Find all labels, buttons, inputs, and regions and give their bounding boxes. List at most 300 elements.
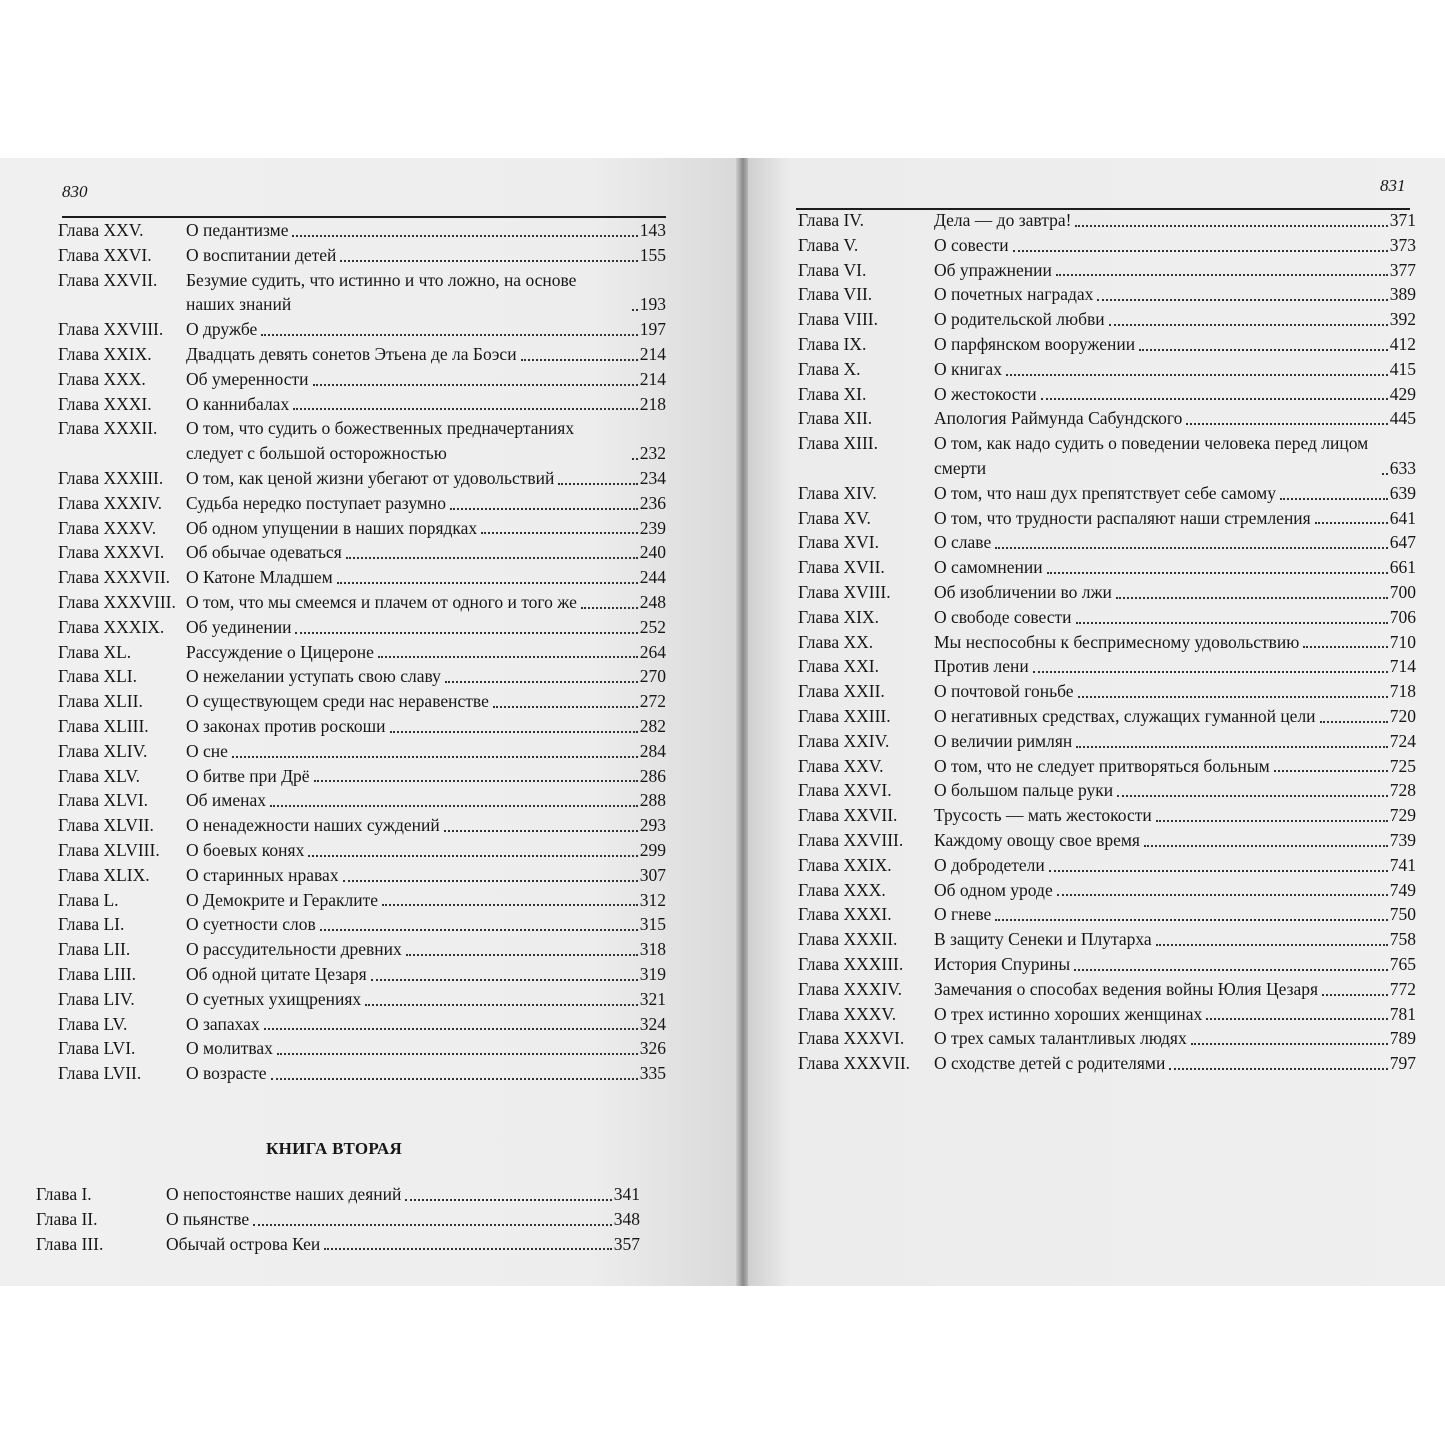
dot-leader: [1303, 646, 1387, 648]
left-folio: 830: [62, 182, 88, 201]
toc-entry: [58, 218, 666, 243]
right-page: [748, 158, 1445, 1286]
toc-entry: [798, 1002, 1416, 1027]
page-number: 710: [1389, 631, 1416, 652]
page-number: 252: [639, 616, 666, 637]
chapter-title-line: [186, 937, 666, 962]
chapter-title: О том, как ценой жизни убегают от удовольствий: [186, 467, 555, 488]
chapter-title: О парфянском вооружении: [934, 333, 1136, 354]
chapter-title: О самомнении: [934, 557, 1043, 578]
toc-entry: [58, 813, 666, 838]
chapter-label: Глава XLV.: [58, 765, 140, 786]
chapter-label: Глава XLIX.: [58, 864, 150, 885]
page-number: 789: [1389, 1028, 1416, 1049]
toc-entry: [58, 1036, 666, 1061]
page-number: 299: [639, 839, 666, 860]
chapter-title-line: [186, 739, 666, 764]
page-number: 720: [1389, 705, 1416, 726]
chapter-label: Глава XXXV.: [58, 517, 157, 538]
dot-leader: [320, 929, 638, 931]
page-number: 633: [1389, 457, 1416, 478]
toc-entry: [58, 739, 666, 764]
chapter-title-line: [166, 1182, 640, 1207]
toc-list-left: [58, 218, 666, 1086]
page-number: 155: [639, 244, 666, 265]
toc-entry: [58, 565, 666, 590]
chapter-label: Глава XXXVI.: [58, 542, 165, 563]
chapter-title: О добродетели: [934, 854, 1045, 875]
toc-entry: [58, 987, 666, 1012]
dot-leader: [995, 919, 1387, 921]
toc-entry: [58, 367, 666, 392]
chapter-title-line: [186, 863, 666, 888]
chapter-title-line: [186, 689, 666, 714]
toc-entry: [798, 580, 1416, 605]
dot-leader: [1186, 423, 1387, 425]
chapter-title-line: [186, 540, 666, 565]
toc-entry: [798, 431, 1416, 481]
chapter-label: Глава XXII.: [798, 681, 885, 702]
chapter-title-line: [934, 332, 1416, 357]
dot-leader: [1013, 250, 1388, 252]
chapter-title-line: [186, 640, 666, 665]
page-number: 728: [1389, 780, 1416, 801]
toc-entry: [798, 555, 1416, 580]
chapter-title: О большом пальце руки: [934, 780, 1114, 801]
page-number: 357: [613, 1233, 640, 1254]
chapter-title-line: [186, 367, 666, 392]
chapter-label: Глава XXXVII.: [798, 1053, 911, 1074]
page-number: 321: [639, 988, 666, 1009]
dot-leader: [406, 954, 638, 956]
toc-entry: [798, 382, 1416, 407]
dot-leader: [292, 235, 637, 237]
page-number: 143: [639, 220, 666, 240]
dot-leader: [378, 656, 638, 658]
chapter-label: Глава VI.: [798, 259, 867, 280]
page-number: 772: [1389, 978, 1416, 999]
dot-leader: [1097, 299, 1387, 301]
dot-leader: [1156, 820, 1388, 822]
chapter-title: О непостоянстве наших деяний: [166, 1184, 402, 1204]
page-number: 348: [613, 1208, 640, 1229]
dot-leader: [1109, 324, 1388, 326]
chapter-title: В защиту Сенеки и Плутарха: [934, 929, 1152, 950]
chapter-label: Глава XLVIII.: [58, 839, 160, 860]
chapter-title: О величии римлян: [934, 730, 1073, 751]
chapter-label: Глава XXXIII.: [58, 467, 164, 488]
toc-entry: [36, 1207, 640, 1232]
page-number: 282: [639, 715, 666, 736]
dot-leader: [308, 855, 637, 857]
dot-leader: [1041, 398, 1388, 400]
chapter-title: Обычай острова Кеи: [166, 1233, 321, 1254]
dot-leader: [1074, 969, 1388, 971]
page-number: 214: [639, 343, 666, 364]
dot-leader: [632, 458, 638, 460]
chapter-title: О негативных средствах, служащих гуманной цели: [934, 705, 1316, 726]
toc-entry: [798, 233, 1416, 258]
chapter-label: Глава XLIV.: [58, 740, 148, 761]
toc-entry: [798, 878, 1416, 903]
chapter-label: Глава LIV.: [58, 988, 135, 1009]
dot-leader: [1382, 473, 1388, 475]
dot-leader: [1169, 1068, 1387, 1070]
chapter-title-line: [934, 258, 1416, 283]
chapter-title: Об одном упущении в наших порядках: [186, 517, 478, 538]
chapter-title: О сне: [186, 740, 228, 761]
chapter-label: Глава LVI.: [58, 1038, 136, 1059]
dot-leader: [1206, 1018, 1387, 1020]
toc-entry: [798, 406, 1416, 431]
chapter-title: Об одной цитате Цезаря: [186, 963, 367, 984]
chapter-label: Глава LII.: [58, 939, 131, 960]
toc-entry: [798, 977, 1416, 1002]
chapter-label: Глава XVII.: [798, 557, 885, 578]
chapter-title: О педантизме: [186, 220, 289, 240]
page-number: 234: [639, 467, 666, 488]
toc-entry: [58, 590, 666, 615]
dot-leader: [450, 508, 638, 510]
chapter-title: О родительской любви: [934, 309, 1105, 330]
chapter-label: Глава XXIX.: [798, 854, 892, 875]
toc-entry: [58, 243, 666, 268]
dot-leader: [405, 1199, 611, 1201]
chapter-title-line: [934, 679, 1416, 704]
page-number: 389: [1389, 284, 1416, 305]
page-number: 429: [1389, 383, 1416, 404]
chapter-title: О жестокости: [934, 383, 1037, 404]
page-number: 318: [639, 939, 666, 960]
dot-leader: [632, 309, 638, 311]
dot-leader: [340, 260, 637, 262]
chapter-title-line: [934, 630, 1416, 655]
chapter-title: О старинных нравах: [186, 864, 339, 885]
toc-entry: [58, 863, 666, 888]
toc-entry: [798, 506, 1416, 531]
toc-entry: [798, 679, 1416, 704]
dot-leader: [1191, 1043, 1388, 1045]
chapter-label: Глава XIII.: [798, 433, 878, 454]
dot-leader: [995, 547, 1388, 549]
chapter-label: Глава XXV.: [798, 755, 884, 776]
page-number: 781: [1389, 1003, 1416, 1024]
chapter-label: Глава XXIX.: [58, 343, 152, 364]
chapter-title-line: [166, 1207, 640, 1232]
toc-entry: [58, 615, 666, 640]
chapter-title: Безумие судить, что истинно и что ложно, на основе наших знаний: [186, 269, 577, 315]
chapter-label: Глава III.: [36, 1233, 104, 1254]
page-number: 335: [639, 1063, 666, 1084]
page-number: 326: [639, 1038, 666, 1059]
chapter-title: Об упражнении: [934, 259, 1052, 280]
toc-entry: [58, 392, 666, 417]
chapter-title-line: [934, 208, 1416, 233]
chapter-title-line: [186, 912, 666, 937]
toc-entry: [58, 317, 666, 342]
toc-entry: [58, 640, 666, 665]
page-number: 324: [639, 1013, 666, 1034]
book-two-heading: КНИГА ВТОРАЯ: [266, 1139, 403, 1158]
chapter-title: О трех истинно хороших женщинах: [934, 1003, 1203, 1024]
chapter-label: Глава XXXI.: [798, 904, 892, 925]
chapter-label: Глава XXVII.: [798, 805, 898, 826]
dot-leader: [261, 334, 637, 336]
chapter-title-line: [186, 838, 666, 863]
chapter-title-line: [186, 987, 666, 1012]
dot-leader: [264, 1028, 638, 1030]
chapter-label: Глава XXI.: [798, 656, 879, 677]
page-number: 661: [1389, 557, 1416, 578]
chapter-title-line: [934, 902, 1416, 927]
toc-entry: [798, 357, 1416, 382]
chapter-title-line: [934, 406, 1416, 431]
chapter-label: Глава XXXI.: [58, 393, 152, 414]
dot-leader: [390, 731, 638, 733]
chapter-label: Глава XIX.: [798, 606, 879, 627]
chapter-label: Глава XXIII.: [798, 705, 891, 726]
dot-leader: [558, 483, 637, 485]
toc-entry: [798, 927, 1416, 952]
page-number: 641: [1389, 507, 1416, 528]
chapter-title: О трех самых талантливых людях: [934, 1028, 1187, 1049]
chapter-title: О запахах: [186, 1013, 260, 1034]
toc-entry: [798, 704, 1416, 729]
page-number: 248: [639, 591, 666, 612]
chapter-title: О рассудительности древних: [186, 939, 402, 960]
dot-leader: [371, 979, 638, 981]
toc-entry: [58, 689, 666, 714]
dot-leader: [1156, 944, 1388, 946]
dot-leader: [445, 681, 638, 683]
chapter-title: Апология Раймунда Сабундского: [934, 408, 1183, 429]
page-number: 758: [1389, 929, 1416, 950]
chapter-title-line: [934, 605, 1416, 630]
chapter-title-line: [166, 1232, 640, 1257]
chapter-title-line: [186, 714, 666, 739]
chapter-title: О том, что наш дух препятствует себе самому: [934, 482, 1276, 503]
chapter-title-line: [934, 481, 1416, 506]
toc-entry: [58, 342, 666, 367]
chapter-title-line: [934, 357, 1416, 382]
dot-leader: [1057, 894, 1388, 896]
chapter-title: О том, как надо судить о поведении человека перед лицом смерти: [934, 433, 1369, 478]
page-number: 412: [1389, 333, 1416, 354]
chapter-title-line: [186, 764, 666, 789]
page-number: 729: [1389, 805, 1416, 826]
page-number: 739: [1389, 829, 1416, 850]
page-number: 193: [639, 294, 666, 315]
chapter-title-line: [186, 1061, 666, 1086]
chapter-title-line: [934, 382, 1416, 407]
chapter-title: О славе: [934, 532, 992, 553]
chapter-title-line: [186, 268, 666, 318]
page-number: 214: [639, 368, 666, 389]
page-number: 315: [639, 914, 666, 935]
dot-leader: [1144, 845, 1388, 847]
chapter-title: Мы неспособны к беспримесному удовольствию: [934, 631, 1300, 652]
chapter-title: О законах против роскоши: [186, 715, 386, 736]
toc-entry: [58, 416, 666, 466]
chapter-label: Глава XX.: [798, 631, 874, 652]
chapter-title: О книгах: [934, 358, 1002, 379]
chapter-title: О существующем среди нас неравенстве: [186, 691, 489, 712]
chapter-label: Глава XXX.: [58, 368, 146, 389]
chapter-label: Глава XXXVIII.: [58, 591, 176, 612]
chapter-title: О молитвах: [186, 1038, 273, 1059]
chapter-title-line: [186, 565, 666, 590]
chapter-title-line: [186, 466, 666, 491]
chapter-label: Глава XL.: [58, 641, 132, 662]
chapter-title-line: [186, 243, 666, 268]
chapter-title-line: [934, 704, 1416, 729]
chapter-title-line: [934, 927, 1416, 952]
chapter-title: О боевых конях: [186, 839, 305, 860]
chapter-title: О Демокрите и Гераклите: [186, 889, 378, 910]
chapter-label: Глава XXXIV.: [58, 492, 162, 513]
chapter-title: Рассуждение о Цицероне: [186, 641, 374, 662]
toc-entry: [58, 268, 666, 318]
chapter-title-line: [934, 1002, 1416, 1027]
dot-leader: [1315, 522, 1388, 524]
chapter-title-line: [934, 1026, 1416, 1051]
dot-leader: [1116, 597, 1388, 599]
toc-entry: [798, 605, 1416, 630]
toc-entry: [798, 481, 1416, 506]
chapter-label: Глава VII.: [798, 284, 873, 305]
chapter-title-line: [934, 878, 1416, 903]
dot-leader: [1075, 225, 1387, 227]
chapter-title-line: [934, 977, 1416, 1002]
page-number: 714: [1389, 656, 1416, 677]
chapter-title-line: [934, 555, 1416, 580]
page-number: 236: [639, 492, 666, 513]
page-number: 240: [639, 542, 666, 563]
chapter-title: О том, что трудности распаляют наши стремления: [934, 507, 1311, 528]
page-number: 218: [639, 393, 666, 414]
toc-entry: [58, 912, 666, 937]
chapter-label: Глава VIII.: [798, 309, 878, 330]
toc-entry: [798, 282, 1416, 307]
page-number: 797: [1389, 1053, 1416, 1074]
chapter-label: Глава II.: [36, 1208, 98, 1229]
chapter-title-line: [934, 778, 1416, 803]
page-number: 307: [639, 864, 666, 885]
chapter-title: Трусость — мать жестокости: [934, 805, 1152, 826]
toc-entry: [58, 1061, 666, 1086]
chapter-title-line: [186, 888, 666, 913]
toc-entry: [798, 952, 1416, 977]
chapter-label: Глава IX.: [798, 333, 867, 354]
dot-leader: [1076, 622, 1388, 624]
toc-entry: [58, 788, 666, 813]
chapter-label: Глава XXXVI.: [798, 1028, 905, 1049]
chapter-title-line: [186, 788, 666, 813]
chapter-title: О гневе: [934, 904, 992, 925]
dot-leader: [346, 557, 638, 559]
toc-entry: [36, 1182, 640, 1207]
page-number: 319: [639, 963, 666, 984]
chapter-title-line: [186, 317, 666, 342]
dot-leader: [1322, 994, 1388, 996]
toc-entry: [58, 491, 666, 516]
dot-leader: [382, 904, 638, 906]
chapter-label: Глава LVII.: [58, 1063, 142, 1084]
page-number: 445: [1389, 408, 1416, 429]
chapter-title-line: [934, 307, 1416, 332]
chapter-title: Дела — до завтра!: [934, 210, 1072, 230]
toc-entry: [798, 307, 1416, 332]
toc-list-book-two: [36, 1182, 640, 1256]
toc-entry: [36, 1232, 640, 1257]
toc-entry: [798, 332, 1416, 357]
chapter-title: Об умеренности: [186, 368, 309, 389]
page-number: 312: [639, 889, 666, 910]
chapter-title-line: [934, 233, 1416, 258]
page-number: 232: [639, 443, 666, 464]
dot-leader: [1078, 696, 1388, 698]
chapter-title: О Катоне Младшем: [186, 567, 333, 588]
chapter-title: О почтовой гоньбе: [934, 681, 1074, 702]
chapter-title: Замечания о способах ведения войны Юлия Цезаря: [934, 978, 1319, 999]
page-number: 750: [1389, 904, 1416, 925]
chapter-title-line: [934, 654, 1416, 679]
chapter-title-line: [186, 962, 666, 987]
chapter-title: Двадцать девять сонетов Этьена де ла Боэси: [186, 343, 517, 364]
dot-leader: [277, 1053, 638, 1055]
chapter-label: Глава X.: [798, 358, 861, 379]
toc-entry: [798, 1051, 1416, 1076]
page-number: 415: [1389, 358, 1416, 379]
chapter-label: Глава XXXV.: [798, 1003, 897, 1024]
chapter-title: О почетных наградах: [934, 284, 1094, 305]
page-number: 197: [639, 319, 666, 340]
chapter-title: О каннибалах: [186, 393, 290, 414]
toc-entry: [58, 466, 666, 491]
chapter-title-line: [186, 392, 666, 417]
chapter-title-line: [186, 491, 666, 516]
chapter-label: Глава XXXIV.: [798, 978, 902, 999]
toc-entry: [798, 258, 1416, 283]
dot-leader: [444, 830, 638, 832]
dot-leader: [1280, 498, 1388, 500]
chapter-title: О суетных ухищрениях: [186, 988, 362, 1009]
chapter-label: Глава I.: [36, 1184, 92, 1204]
toc-entry: [798, 778, 1416, 803]
toc-entry: [798, 530, 1416, 555]
chapter-title: О нежелании уступать свою славу: [186, 666, 441, 687]
page-number: 392: [1389, 309, 1416, 330]
chapter-title: О ненадежности наших суждений: [186, 815, 440, 836]
toc-entry: [58, 540, 666, 565]
dot-leader: [1049, 870, 1388, 872]
toc-entry: [798, 902, 1416, 927]
dot-leader: [521, 359, 638, 361]
dot-leader: [271, 1078, 638, 1080]
page-number: 741: [1389, 854, 1416, 875]
chapter-title: О пьянстве: [166, 1208, 250, 1229]
page-number: 293: [639, 815, 666, 836]
toc-entry: [798, 208, 1416, 233]
dot-leader: [1274, 770, 1388, 772]
dot-leader: [314, 780, 638, 782]
chapter-title-line: [186, 664, 666, 689]
dot-leader: [253, 1224, 612, 1226]
chapter-title: О том, что мы смеемся и плачем от одного и того же: [186, 591, 577, 612]
chapter-label: Глава XXVI.: [798, 780, 892, 801]
chapter-title-line: [186, 615, 666, 640]
chapter-label: Глава XI.: [798, 383, 867, 404]
